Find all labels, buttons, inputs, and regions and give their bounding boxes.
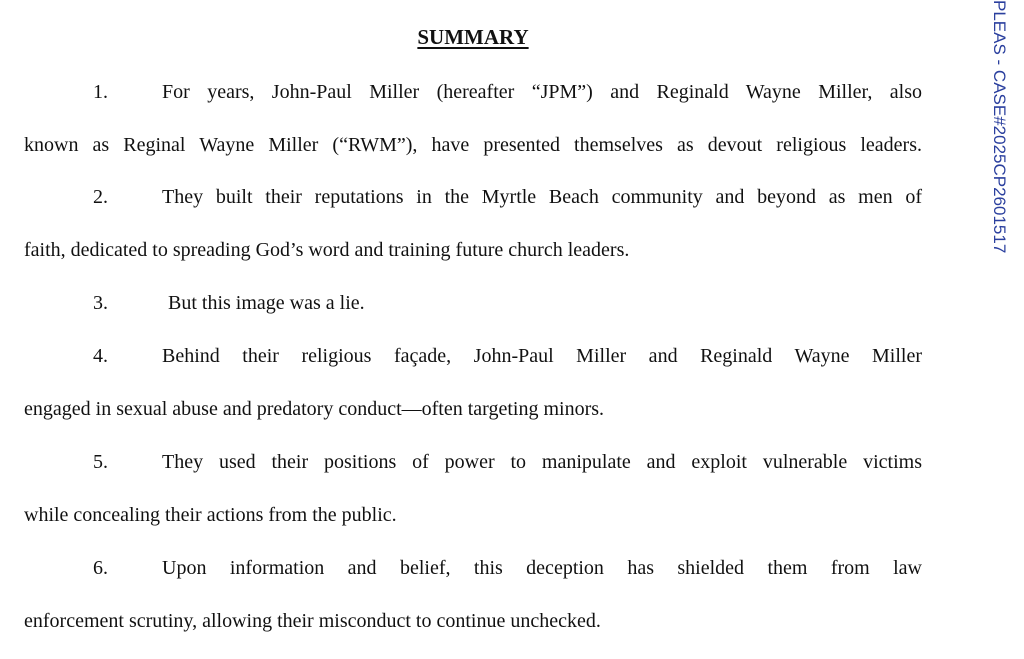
paragraph-continuation-line: known as Reginal Wayne Miller (“RWM”), have presented themselves as devout religious leaders. (24, 134, 922, 156)
paragraph-first-line: But this image was a lie. (168, 292, 365, 314)
paragraph-number: 6. (93, 557, 108, 579)
paragraph-continuation-line: enforcement scrutiny, allowing their misconduct to continue unchecked. (24, 610, 601, 632)
paragraph-continuation-line: faith, dedicated to spreading God’s word and training future church leaders. (24, 239, 630, 261)
paragraph-first-line: For years, John-Paul Miller (hereafter “JPM”) and Reginald Wayne Miller, also (162, 81, 922, 103)
case-number-text: PLEAS - CASE#2025CP2601517 (990, 0, 1009, 254)
paragraph-first-line: Upon information and belief, this deception has shielded them from law (162, 557, 922, 579)
paragraph-number: 1. (93, 81, 108, 103)
paragraph-first-line: They used their positions of power to manipulate and exploit vulnerable victims (162, 451, 922, 473)
paragraph-continuation-line: while concealing their actions from the public. (24, 504, 397, 526)
summary-heading: SUMMARY (417, 25, 529, 49)
paragraph-first-line: They built their reputations in the Myrtle Beach community and beyond as men of (162, 186, 922, 208)
paragraph-continuation-line: engaged in sexual abuse and predatory conduct—often targeting minors. (24, 398, 605, 420)
paragraph-number: 5. (93, 451, 108, 473)
section-heading (0, 22, 946, 52)
paragraph-number: 2. (93, 186, 108, 208)
paragraph-number: 4. (93, 345, 108, 367)
paragraph-number: 3. (93, 292, 108, 314)
paragraph-first-line: Behind their religious façade, John-Paul Miller and Reginald Wayne Miller (162, 345, 922, 367)
case-number-stamp (988, 0, 1012, 300)
